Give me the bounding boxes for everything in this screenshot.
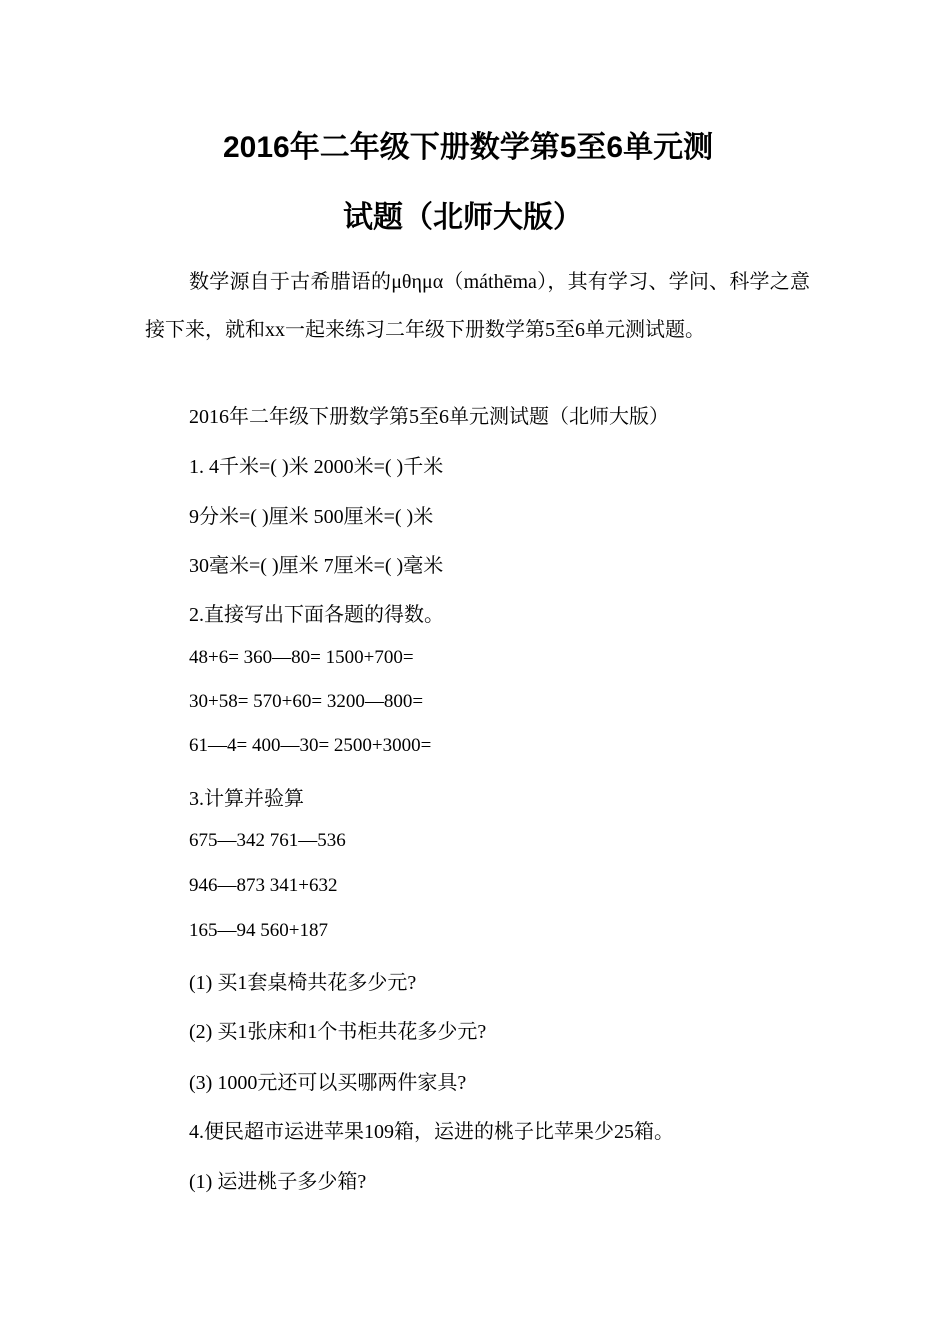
question-3-heading: 3.计算并验算 [189,788,304,810]
subtitle-line: 2016年二年级下册数学第5至6单元测试题（北师大版） [189,406,669,428]
question-3-line-1: 675—342 761—536 [189,830,346,851]
question-1-line-2: 9分米=( )厘米 500厘米=( )米 [189,506,434,528]
question-1-line-1: 1. 4千米=( )米 2000米=( )千米 [189,456,444,478]
intro-paragraph: 数学源自于古希腊语的μθημα（máthēma），其有学习、学问、科学之意接下来，就和xx一起来练习二年级下册数学第5至6单元测试题。 [145,271,810,341]
question-2-line-2: 30+58= 570+60= 3200—800= [189,691,424,712]
question-3-line-3: 165—94 560+187 [189,920,328,941]
sub-question-3: (3) 1000元还可以买哪两件家具? [189,1072,467,1094]
question-4-heading: 4.便民超市运进苹果109箱，运进的桃子比苹果少25箱。 [189,1121,674,1143]
document-title-line-1: 2016年二年级下册数学第5至6单元测 [223,131,714,164]
question-2-line-3: 61—4= 400—30= 2500+3000= [189,735,432,756]
question-1-line-3: 30毫米=( )厘米 7厘米=( )毫米 [189,555,444,577]
question-3-line-2: 946—873 341+632 [189,875,338,896]
document-title-line-2: 试题（北师大版） [343,201,583,234]
question-2-line-1: 48+6= 360—80= 1500+700= [189,647,414,668]
question-2-heading: 2.直接写出下面各题的得数。 [189,604,444,626]
question-4-sub-1: (1) 运进桃子多少箱? [189,1171,367,1193]
sub-question-2: (2) 买1张床和1个书柜共花多少元? [189,1021,487,1043]
sub-question-1: (1) 买1套桌椅共花多少元? [189,972,417,994]
